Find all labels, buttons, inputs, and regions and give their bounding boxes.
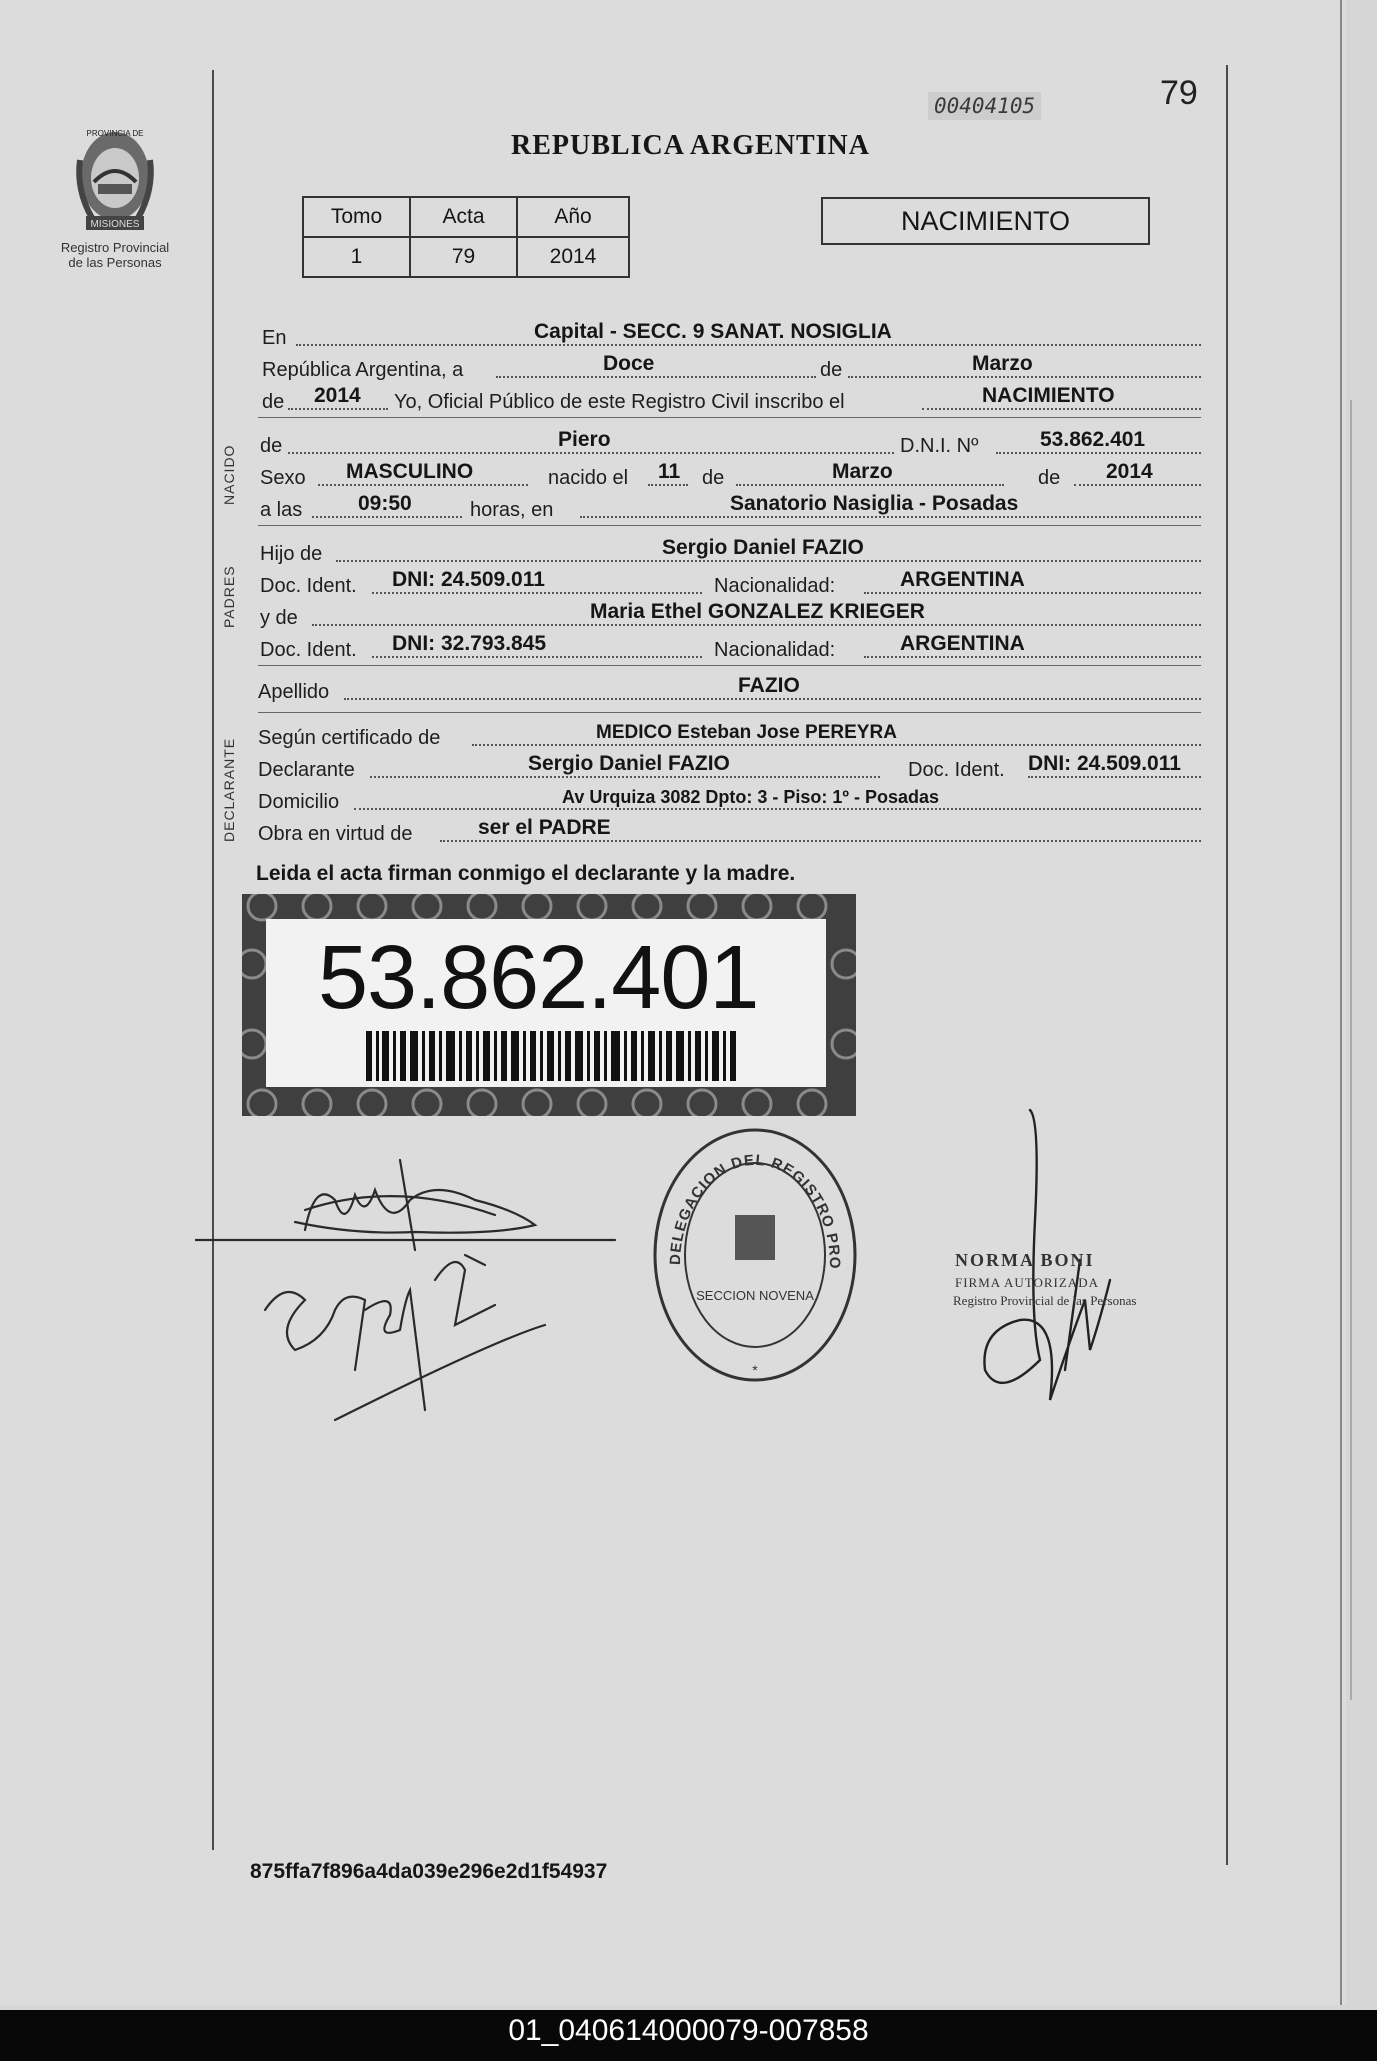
value-birth-day: 11 xyxy=(658,460,681,483)
value-mother-nationality: ARGENTINA xyxy=(900,632,1025,655)
label-sexo: Sexo xyxy=(260,467,306,489)
row-certificate xyxy=(258,720,1201,752)
value-surname: FAZIO xyxy=(738,674,800,697)
value-father-name: Sergio Daniel FAZIO xyxy=(662,536,864,559)
value-child-dni: 53.862.401 xyxy=(1040,428,1146,451)
file-caption: 01_040614000079-007858 xyxy=(508,2014,869,2047)
logo-caption-1: Registro Provincial xyxy=(60,240,170,255)
label-obra: Obra en virtud de xyxy=(258,823,413,845)
section-label-padres: PADRES xyxy=(221,565,237,628)
row-father xyxy=(258,536,1201,568)
serial-number: 00404105 xyxy=(928,92,1041,120)
value-declarant-name: Sergio Daniel FAZIO xyxy=(528,752,730,775)
seal-outer-text: DELEGACION DEL REGISTRO PRO xyxy=(666,1151,844,1270)
label-year-de: de xyxy=(262,391,285,413)
label-apellido: Apellido xyxy=(258,681,330,703)
logo-caption-2: de las Personas xyxy=(68,255,162,270)
label-de: de xyxy=(820,359,843,381)
value-father-nationality: ARGENTINA xyxy=(900,568,1025,591)
row-place xyxy=(258,320,1201,352)
section-label-declarante: DECLARANTE xyxy=(221,737,237,842)
value-birth-place: Sanatorio Nasiglia - Posadas xyxy=(730,492,1019,515)
official-org: Registro Provincial de las Personas xyxy=(953,1293,1137,1308)
row-name xyxy=(258,428,1201,460)
dni-sticker-number: 53.862.401 xyxy=(318,928,759,1028)
row-year xyxy=(258,384,1201,416)
label-doc-ident: Doc. Ident. xyxy=(260,575,357,597)
section-divider xyxy=(258,665,1201,666)
value-year: 2014 xyxy=(314,384,361,407)
record-table-cell: 79 xyxy=(410,237,517,277)
right-margin-line xyxy=(1226,65,1228,1865)
seal-stamp-icon xyxy=(650,1125,860,1385)
row-mother xyxy=(258,600,1201,632)
left-margin-line xyxy=(212,70,214,1850)
section-label-nacido: NACIDO xyxy=(221,444,237,505)
value-month: Marzo xyxy=(972,352,1033,375)
value-mother-name: Maria Ethel GONZALEZ KRIEGER xyxy=(590,600,925,623)
official-role: FIRMA AUTORIZADA xyxy=(955,1275,1099,1290)
row-declarant xyxy=(258,752,1201,784)
misiones-crest-icon xyxy=(72,120,158,240)
record-type-box: NACIMIENTO xyxy=(821,197,1150,245)
section-divider xyxy=(258,525,1201,526)
label-horas: horas, en xyxy=(470,499,554,521)
row-address xyxy=(258,784,1201,816)
label-birth-de-2: de xyxy=(1038,467,1061,489)
label-birth-de: de xyxy=(702,467,725,489)
logo-arc-text: PROVINCIA DE xyxy=(86,129,144,138)
value-mother-doc: DNI: 32.793.845 xyxy=(392,632,547,655)
official-stamp xyxy=(955,1250,1136,1309)
label-hijo-de: Hijo de xyxy=(260,543,323,565)
label-y-de: y de xyxy=(260,607,298,629)
label-segun-certificado: Según certificado de xyxy=(258,727,441,749)
value-obra: ser el PADRE xyxy=(478,816,611,839)
section-divider xyxy=(258,417,1201,418)
section-divider xyxy=(258,712,1201,713)
label-en: En xyxy=(262,327,287,349)
scan-edge-line xyxy=(1340,0,1342,2005)
row-sex-birth xyxy=(258,460,1201,492)
row-surname xyxy=(258,674,1201,706)
value-time: 09:50 xyxy=(358,492,412,515)
label-doc-ident: Doc. Ident. xyxy=(908,759,1005,781)
record-table-header: Tomo xyxy=(303,197,410,237)
logo-banner-text: MISIONES xyxy=(90,219,140,230)
value-certificate: MEDICO Esteban Jose PEREYRA xyxy=(596,722,897,743)
value-declarant-doc: DNI: 24.509.011 xyxy=(1028,752,1181,775)
label-de: de xyxy=(260,435,283,457)
registry-logo xyxy=(50,120,180,270)
label-republica: República Argentina, a xyxy=(262,359,464,381)
official-name: NORMA BONI xyxy=(955,1250,1095,1270)
barcode-icon xyxy=(366,1031,736,1081)
record-table-header-row xyxy=(303,197,629,237)
row-time-place xyxy=(258,492,1201,524)
row-date xyxy=(258,352,1201,384)
seal-inner-text: SECCION NOVENA xyxy=(696,1288,814,1303)
page-number: 79 xyxy=(1160,74,1198,112)
reading-note: Leida el acta firman conmigo el declarante y la madre. xyxy=(256,862,796,885)
record-table-value-row xyxy=(303,237,629,277)
value-child-name: Piero xyxy=(558,428,611,451)
label-nacido-el: nacido el xyxy=(548,467,629,489)
value-sex: MASCULINO xyxy=(346,460,474,483)
row-father-doc xyxy=(258,568,1201,600)
value-record-type: NACIMIENTO xyxy=(982,384,1115,407)
registry-seal xyxy=(650,1125,860,1390)
label-a-las: a las xyxy=(260,499,303,521)
label-nacionalidad: Nacionalidad: xyxy=(714,639,836,661)
label-doc-ident: Doc. Ident. xyxy=(260,639,357,661)
value-day: Doce xyxy=(603,352,655,375)
label-domicilio: Domicilio xyxy=(258,791,340,813)
sticker-label-area xyxy=(266,919,826,1087)
row-obra xyxy=(258,816,1201,848)
label-declarante: Declarante xyxy=(258,759,355,781)
scan-edge-line-2 xyxy=(1350,400,1352,1700)
label-nacionalidad: Nacionalidad: xyxy=(714,575,836,597)
value-father-doc: DNI: 24.509.011 xyxy=(392,568,545,591)
label-dni: D.N.I. Nº xyxy=(900,435,979,457)
declarant-signatures xyxy=(195,1140,635,1440)
record-table xyxy=(302,196,630,278)
dni-barcode-sticker xyxy=(242,894,856,1116)
label-statement: Yo, Oficial Público de este Registro Civil inscribo el xyxy=(394,391,845,413)
value-place: Capital - SECC. 9 SANAT. NOSIGLIA xyxy=(534,320,892,343)
page-title: REPUBLICA ARGENTINA xyxy=(511,130,870,161)
row-mother-doc xyxy=(258,632,1201,664)
svg-text:*: * xyxy=(752,1362,758,1378)
record-table-header: Acta xyxy=(410,197,517,237)
dotted-line xyxy=(496,374,816,378)
record-table-header: Año xyxy=(517,197,629,237)
record-table-cell: 1 xyxy=(303,237,410,277)
value-birth-year: 2014 xyxy=(1106,460,1153,483)
document-hash: 875ffa7f896a4da039e296e2d1f54937 xyxy=(250,1860,608,1883)
record-table-cell: 2014 xyxy=(517,237,629,277)
value-address: Av Urquiza 3082 Dpto: 3 - Piso: 1º - Posadas xyxy=(562,787,940,807)
value-birth-month: Marzo xyxy=(832,460,893,483)
